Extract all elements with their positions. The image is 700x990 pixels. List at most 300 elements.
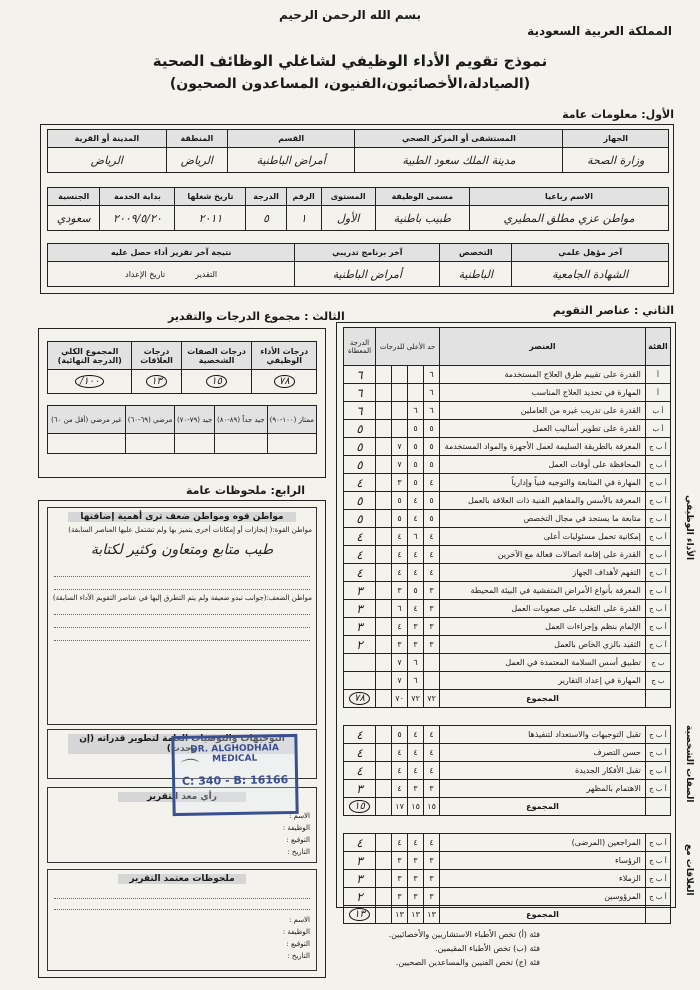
row-max-a (424, 672, 440, 690)
grades-table (47, 405, 317, 454)
evaluation-row (344, 384, 671, 402)
row-max-b: ٤ (408, 834, 424, 852)
row-max-b: ٥ (408, 420, 424, 438)
grade-band: ممتاز (١٠٠-٩٠) (267, 406, 316, 434)
total-a: ٧٢ (424, 690, 440, 708)
total-given-value: ١٣ (349, 908, 370, 921)
row-max-a: ٤ (424, 474, 440, 492)
total-spacer2 (376, 906, 392, 924)
row-category: أ ب ج (645, 852, 670, 870)
info-value: الباطنية (440, 262, 512, 287)
grade-band: غير مرضي (أقل من ٦٠) (48, 406, 126, 434)
totals-value (252, 370, 317, 394)
rating-label: التقدير (195, 269, 218, 279)
row-max-a: ٥ (424, 420, 440, 438)
evaluation-row (344, 582, 671, 600)
row-given: ٣ (344, 852, 376, 870)
evaluation-row (344, 438, 671, 456)
row-spacer (376, 672, 392, 690)
row-max-a: ٥ (424, 492, 440, 510)
row-max-b: ٤ (408, 600, 424, 618)
row-given: ٥ (344, 492, 376, 510)
row-element: التقيد بالزي الخاص بالعمل (440, 636, 646, 654)
row-spacer (376, 456, 392, 474)
row-spacer (376, 888, 392, 906)
row-max-c: ٣ (392, 636, 408, 654)
evaluation-row (344, 888, 671, 906)
row-spacer (376, 870, 392, 888)
evaluation-row (344, 474, 671, 492)
row-element: تقبل الأفكار الجديدة (440, 762, 646, 780)
row-max-a: ٣ (424, 888, 440, 906)
totals-value-text: ١٥ (206, 375, 227, 388)
totals-value-text: ١٠٠/ (75, 375, 105, 388)
row-category: أ ب ج (645, 546, 670, 564)
row-given: ٥ (344, 420, 376, 438)
info-value: ٢٠٠٩/٥/٢٠ (100, 206, 175, 231)
info-value: أمراض الباطنية (228, 148, 355, 173)
row-max-a: ٤ (424, 834, 440, 852)
info-value: وزارة الصحة (563, 148, 669, 173)
row-category: أ ب ج (645, 474, 670, 492)
row-max-c: ٤ (392, 780, 408, 798)
row-max-c: ٥ (392, 510, 408, 528)
total-b: ٧٢ (408, 690, 424, 708)
total-a: ١٥ (424, 798, 440, 816)
row-category: أ ب ج (645, 600, 670, 618)
evaluation-row (344, 672, 671, 690)
row-spacer (376, 744, 392, 762)
row-given: ٦ (344, 384, 376, 402)
total-c: ١٣ (392, 906, 408, 924)
row-category: أ ب ج (645, 636, 670, 654)
row-given: ٣ (344, 600, 376, 618)
info-value: ٥ (246, 206, 286, 231)
row-max-c: ٣ (392, 870, 408, 888)
total-b: ١٥ (408, 798, 424, 816)
row-max-c: ٤ (392, 528, 408, 546)
total-given-value: ٧٨ (349, 692, 370, 705)
total-label: المجموع (440, 798, 646, 816)
row-max-c: ٤ (392, 618, 408, 636)
general-info-row1 (47, 129, 669, 173)
info-value: الأول (321, 206, 375, 231)
info-header: الجنسية (48, 188, 100, 206)
row-given: ٤ (344, 726, 376, 744)
row-category: أ (645, 366, 670, 384)
row-element: المعرفة بأنواع الأمراض المتفشية في البيئة المحيطة (440, 582, 646, 600)
row-max-b: ٤ (408, 564, 424, 582)
row-spacer (376, 834, 392, 852)
info-header: الدرجة (246, 188, 286, 206)
total-c: ٧٠ (392, 690, 408, 708)
col-category: الفئة (645, 328, 670, 366)
col-max: حد الأعلى للدرجات (376, 328, 440, 366)
opinion-fields: الاسم : الوظيفة : التوقيع : التاريخ : (282, 812, 310, 856)
row-category: أ ب ج (645, 438, 670, 456)
row-spacer (376, 636, 392, 654)
row-max-b: ٦ (408, 672, 424, 690)
evaluation-row (344, 546, 671, 564)
row-element: القدرة على إقامة اتصالات فعالة مع الآخرين (440, 546, 646, 564)
row-max-b: ٤ (408, 546, 424, 564)
total-c: ١٧ (392, 798, 408, 816)
row-category: أ ب ج (645, 726, 670, 744)
row-given (344, 672, 376, 690)
approver-fields: الاسم : الوظيفة : التوقيع : التاريخ : (282, 916, 310, 960)
row-max-c: ٣ (392, 888, 408, 906)
row-max-a: ٤ (424, 762, 440, 780)
total-given (344, 906, 376, 924)
row-max-c: ٣ (392, 852, 408, 870)
row-spacer (376, 366, 392, 384)
row-element: المرؤوسين (440, 888, 646, 906)
row-max-b: ٤ (408, 726, 424, 744)
row-element: المهارة في إعداد التقارير (440, 672, 646, 690)
info-header: القسم (228, 130, 355, 148)
row-max-a: ٣ (424, 636, 440, 654)
row-max-b: ٤ (408, 510, 424, 528)
row-spacer (376, 852, 392, 870)
general-info-row3 (47, 243, 669, 287)
row-given: ٤ (344, 762, 376, 780)
row-given (344, 654, 376, 672)
row-max-c: ٧ (392, 456, 408, 474)
info-value: مدينة الملك سعود الطبية (355, 148, 563, 173)
row-max-a: ٤ (424, 744, 440, 762)
row-max-a: ٣ (424, 870, 440, 888)
info-value: ١ (286, 206, 321, 231)
row-category: أ ب ج (645, 528, 670, 546)
general-info-row2 (47, 187, 669, 231)
row-element: المراجعين (المرضى) (440, 834, 646, 852)
row-max-b (408, 384, 424, 402)
totals-header: درجات الأداء الوظيفي (252, 342, 317, 370)
row-max-c: ٤ (392, 834, 408, 852)
row-spacer (376, 384, 392, 402)
row-given: ٦ (344, 402, 376, 420)
evaluation-row (344, 564, 671, 582)
row-max-b: ٣ (408, 852, 424, 870)
total-given (344, 690, 376, 708)
row-element: حسن التصرف (440, 744, 646, 762)
row-element: إمكانية تحمل مسئوليات أعلى (440, 528, 646, 546)
row-given: ٤ (344, 834, 376, 852)
row-element: الاهتمام بالمظهر (440, 780, 646, 798)
evaluation-row (344, 618, 671, 636)
total-spacer2 (376, 798, 392, 816)
total-spacer (645, 690, 670, 708)
totals-header: درجات الصفات الشخصية (181, 342, 252, 370)
row-max-a: ٥ (424, 438, 440, 456)
evaluation-row (344, 510, 671, 528)
total-label: المجموع (440, 690, 646, 708)
row-given: ٤ (344, 744, 376, 762)
row-element: المعرفة بالأسس والمفاهيم الفنية ذات العلاقة بالعمل (440, 492, 646, 510)
row-max-b: ٦ (408, 402, 424, 420)
info-header: آخر برنامج تدريبي (295, 244, 440, 262)
row-given: ٤ (344, 474, 376, 492)
row-spacer (376, 762, 392, 780)
row-element: المهارة في تحديد العلاج المناسب (440, 384, 646, 402)
row-max-c: ٣ (392, 474, 408, 492)
totals-value (181, 370, 252, 394)
row-max-a: ٣ (424, 600, 440, 618)
row-spacer (376, 618, 392, 636)
row-max-c: ٧ (392, 672, 408, 690)
row-category: أ ب (645, 420, 670, 438)
totals-value (132, 370, 181, 394)
kingdom-name: المملكة العربية السعودية (527, 24, 672, 38)
row-max-c: ٤ (392, 744, 408, 762)
totals-table (47, 341, 317, 394)
row-spacer (376, 528, 392, 546)
totals-value (48, 370, 132, 394)
row-spacer (376, 564, 392, 582)
total-spacer (645, 798, 670, 816)
row-category: أ ب ج (645, 834, 670, 852)
official-stamp: DR. ALGHODHAIA MEDICAL C: 340 - B: 16166 (171, 734, 298, 816)
row-max-c (392, 366, 408, 384)
row-max-b: ٤ (408, 762, 424, 780)
info-header: الرقم (286, 188, 321, 206)
evaluation-row (344, 654, 671, 672)
row-max-a: ٤ (424, 528, 440, 546)
row-spacer (376, 726, 392, 744)
section2-title: الثاني : عناصر التقويم (552, 304, 674, 317)
info-value: أمراض الباطنية (295, 262, 440, 287)
row-given: ٤ (344, 528, 376, 546)
evaluation-box (336, 322, 676, 920)
row-max-b: ٤ (408, 744, 424, 762)
row-given: ٥ (344, 510, 376, 528)
total-spacer (645, 906, 670, 924)
info-header: آخر مؤهل علمي (512, 244, 669, 262)
total-b: ١٣ (408, 906, 424, 924)
row-element: القدرة على التغلب على صعوبات العمل (440, 600, 646, 618)
col-element: العنصر (440, 328, 646, 366)
evaluation-row (344, 420, 671, 438)
row-spacer (376, 438, 392, 456)
row-max-a: ٣ (424, 582, 440, 600)
totals-value-text: ٧٨ (274, 375, 295, 388)
general-info-box (40, 124, 674, 294)
row-max-b: ٤ (408, 492, 424, 510)
row-element: المهارة في المتابعة والتوجيه فنياً وإدارياً (440, 474, 646, 492)
strengths-label: مواطن القوة:( إنجازات أو إمكانات أخرى يتميز بها ولم تشتمل عليها العناصر السابقة) (68, 526, 312, 534)
row-element: القدرة على تطوير أساليب العمل (440, 420, 646, 438)
info-header: المنطقة (166, 130, 227, 148)
row-max-a: ٥ (424, 456, 440, 474)
row-category: ب ج (645, 672, 670, 690)
row-category: أ (645, 384, 670, 402)
evaluation-row (344, 528, 671, 546)
total-label: المجموع (440, 906, 646, 924)
row-given: ٤ (344, 564, 376, 582)
row-max-c: ٤ (392, 762, 408, 780)
grade-band: جيد (٧٩-٧٠) (175, 406, 215, 434)
evaluation-row (344, 852, 671, 870)
weakness-label: مواطن الضعف:(جوانب تبدو ضعيفة ولم يتم التطرق إليها في عناصر التقويم الأداء السابقة) (52, 594, 312, 602)
evaluation-row (344, 780, 671, 798)
evaluation-row (344, 744, 671, 762)
recommendation-scribble: ⌒ (178, 758, 196, 779)
evaluation-row (344, 456, 671, 474)
totals-header: المجموع الكلي (الدرجة النهائية) (48, 342, 132, 370)
totals-value-text: ١٣ (146, 375, 167, 388)
evaluation-row (344, 762, 671, 780)
row-given: ٥ (344, 456, 376, 474)
info-value: مواطن عزي مطلق المطيري (469, 206, 668, 231)
info-header: المستوى (321, 188, 375, 206)
info-header: التخصص (440, 244, 512, 262)
info-header: نتيجة آخر تقرير أداء حصل عليه (48, 244, 295, 262)
row-category: أ ب (645, 402, 670, 420)
row-element: المحافظة على أوقات العمل (440, 456, 646, 474)
row-element: متابعة ما يستجد في مجال التخصص (440, 510, 646, 528)
row-element: الزملاء (440, 870, 646, 888)
form-title: نموذج تقويم الأداء الوظيفي لشاغلي الوظائف الصحية (152, 52, 548, 70)
row-spacer (376, 492, 392, 510)
row-max-c (392, 402, 408, 420)
info-header: المستشفى أو المركز الصحي (355, 130, 563, 148)
row-max-a: ٦ (424, 366, 440, 384)
row-given: ٣ (344, 870, 376, 888)
section1-title: الأول: معلومات عامة (562, 108, 674, 121)
total-given-value: ١٥ (349, 800, 370, 813)
row-max-b: ٥ (408, 474, 424, 492)
row-max-a (424, 654, 440, 672)
row-max-c: ٧ (392, 654, 408, 672)
row-category: أ ب ج (645, 510, 670, 528)
section3-title: الثالث : مجموع الدرجات والتقدير (168, 310, 345, 323)
row-max-c: ٥ (392, 726, 408, 744)
row-category: أ ب ج (645, 456, 670, 474)
row-max-b (408, 366, 424, 384)
row-max-a: ٣ (424, 618, 440, 636)
evaluation-row (344, 402, 671, 420)
row-max-c: ٦ (392, 600, 408, 618)
row-element: المعرفة بالطريقة السليمة لعمل الأجهزة والمواد المستخدمة (440, 438, 646, 456)
row-element: تطبيق أسس السلامة المعتمدة في العمل (440, 654, 646, 672)
evaluation-row (344, 366, 671, 384)
row-max-b: ٥ (408, 582, 424, 600)
row-category: أ ب ج (645, 780, 670, 798)
row-element: القدرة على تقييم طرق العلاج المستخدمة (440, 366, 646, 384)
row-given: ٤ (344, 546, 376, 564)
evaluation-table (343, 327, 671, 941)
strengths-title: مواطن قوه ومواطن ضعف ترى أهمية إضافتها (68, 512, 296, 522)
recommendations-title: التوجيهات والتوصيات العامة لتطوير قدراته (إن وجدت) (68, 734, 296, 754)
row-max-a: ٦ (424, 402, 440, 420)
side-label-relations: العلاقات مع (684, 844, 694, 896)
evaluation-row (344, 726, 671, 744)
row-max-b: ٣ (408, 636, 424, 654)
row-category: أ ب ج (645, 564, 670, 582)
row-max-a: ٦ (424, 384, 440, 402)
info-value: سعودي (48, 206, 100, 231)
row-max-a: ٤ (424, 564, 440, 582)
row-max-b: ٦ (408, 528, 424, 546)
total-spacer2 (376, 690, 392, 708)
row-max-c: ٥ (392, 492, 408, 510)
form-subtitle: (الصيادلة،الأخصائيون،الفنيون، المساعدون الصحيون) (169, 76, 531, 92)
row-given: ٥ (344, 438, 376, 456)
evaluation-row (344, 636, 671, 654)
row-max-c: ٤ (392, 546, 408, 564)
approver-panel (47, 869, 317, 971)
row-element: تقبل التوجيهات والاستعداد لتنفيذها (440, 726, 646, 744)
info-header: بداية الخدمة (100, 188, 175, 206)
row-max-b: ٣ (408, 780, 424, 798)
info-value: طبيب باطنية (375, 206, 469, 231)
row-spacer (376, 402, 392, 420)
info-header: مسمى الوظيفة (375, 188, 469, 206)
evaluation-row (344, 870, 671, 888)
row-max-a: ٤ (424, 546, 440, 564)
strengths-panel (47, 507, 317, 725)
row-given: ٣ (344, 780, 376, 798)
side-label-performance: الأداء الوظيفي (684, 494, 694, 560)
row-category: أ ب ج (645, 582, 670, 600)
footnotes: فئة (أ) تخص الأطباء الاستشاريين والأخصائيين. فئة (ب) تخص الأطباء المقيمين. فئة (ج) تخص الفنيين والمساعدين الصحيين. (388, 930, 540, 967)
row-spacer (376, 654, 392, 672)
info-value: الشهادة الجامعية (512, 262, 669, 287)
row-element: التفهم لأهداف الجهاز (440, 564, 646, 582)
row-max-b: ٣ (408, 618, 424, 636)
row-max-c: ٣ (392, 582, 408, 600)
approver-title: ملحوظات معتمد التقرير (118, 874, 246, 884)
row-category: أ ب ج (645, 888, 670, 906)
row-spacer (376, 510, 392, 528)
info-value: الرياض (48, 148, 167, 173)
row-max-c (392, 420, 408, 438)
row-category: أ ب ج (645, 492, 670, 510)
grade-band: جيد جداً (٨٩-٨٠) (214, 406, 267, 434)
info-value: ٢٠١١ (175, 206, 246, 231)
total-given (344, 798, 376, 816)
totals-header: درجات العلاقات (132, 342, 181, 370)
row-given: ٦ (344, 366, 376, 384)
basmala: بسم الله الرحمن الرحيم (278, 8, 422, 22)
grade-band: مرضي (٦٩-٦٠) (125, 406, 175, 434)
col-given: الدرجة المعطاة (344, 328, 376, 366)
totals-box (38, 328, 326, 478)
row-max-b: ٣ (408, 888, 424, 906)
row-max-a: ٣ (424, 780, 440, 798)
row-category: أ ب ج (645, 870, 670, 888)
opinion-title: رأي معد التقرير (118, 792, 246, 802)
row-element: الإلمام بنظم وإجراءات العمل (440, 618, 646, 636)
evaluation-row (344, 492, 671, 510)
row-max-c (392, 384, 408, 402)
row-category: أ ب ج (645, 762, 670, 780)
info-header: الاسم رباعيا (469, 188, 668, 206)
row-category: ب ج (645, 654, 670, 672)
side-label-personal: الصفات الشخصية (684, 724, 694, 802)
row-max-b: ٥ (408, 438, 424, 456)
evaluation-row (344, 600, 671, 618)
row-max-b: ٣ (408, 870, 424, 888)
total-a: ١٣ (424, 906, 440, 924)
row-spacer (376, 474, 392, 492)
info-value: الرياض (166, 148, 227, 173)
row-max-b: ٦ (408, 654, 424, 672)
strengths-value: طيب متابع ومتعاون وكثير لكتابة (90, 542, 274, 558)
row-max-a: ٣ (424, 852, 440, 870)
info-header: الجهاز (563, 130, 669, 148)
evaluation-row (344, 834, 671, 852)
